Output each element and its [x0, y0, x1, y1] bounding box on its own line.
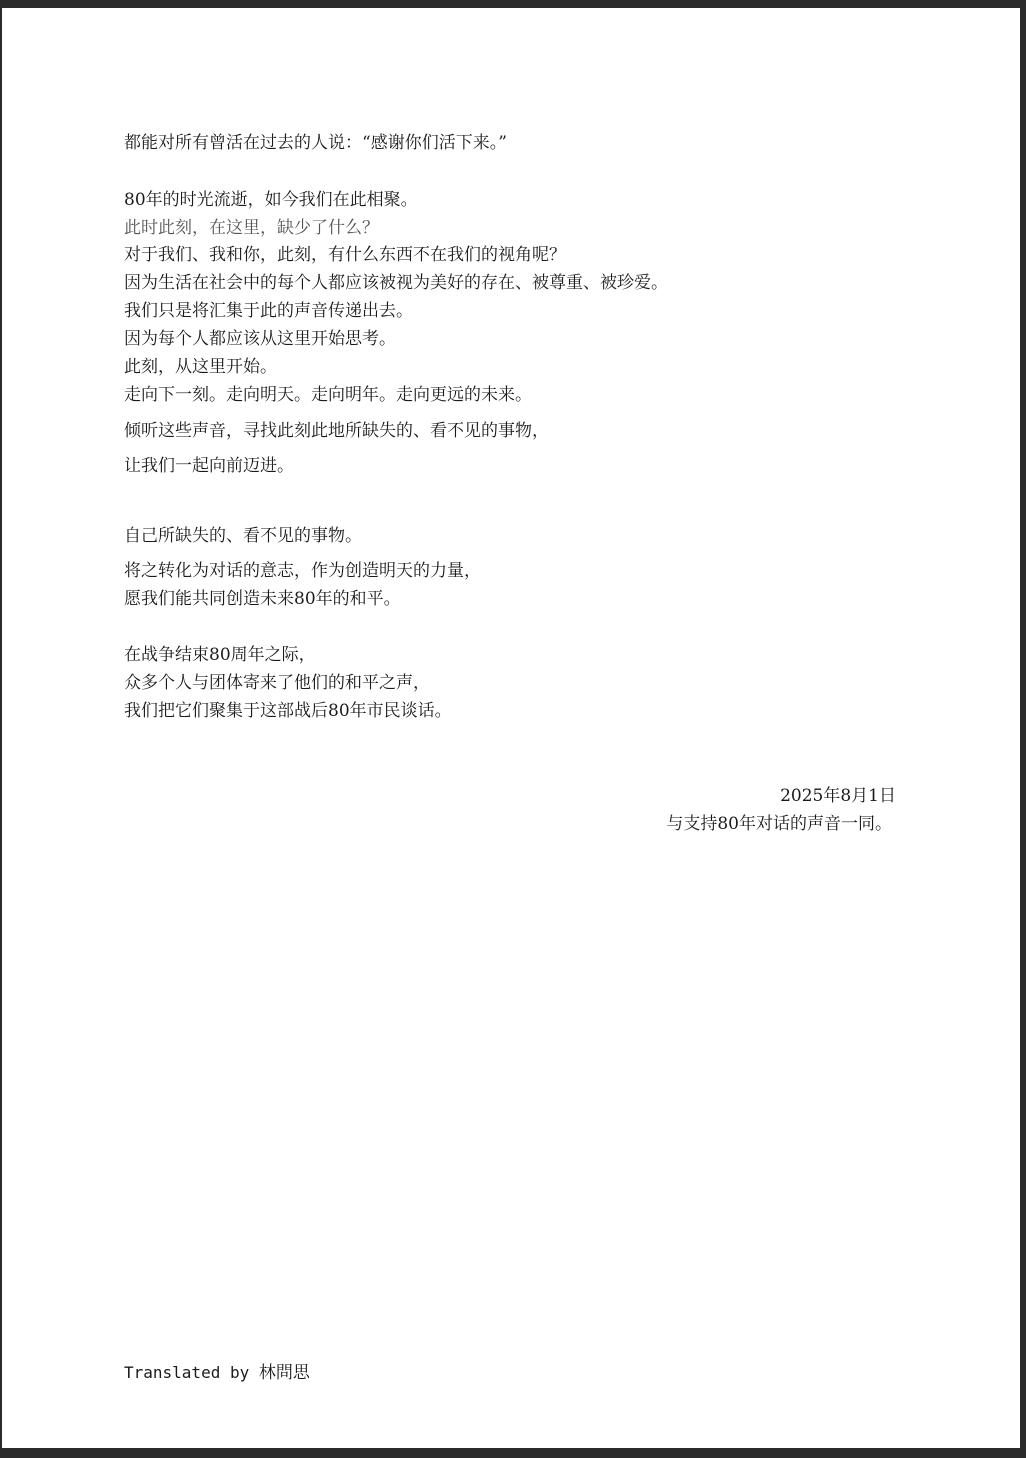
document-date: 2025年8月1日 [780, 786, 896, 806]
text-line: 对于我们、我和你，此刻，有什么东西不在我们的视角呢？ [124, 245, 566, 265]
text-line: 走向下一刻。走向明天。走向明年。走向更远的未来。 [124, 385, 532, 405]
text-line: 我们把它们聚集于这部战后80年市民谈话。 [124, 701, 452, 721]
text-line: 愿我们能共同创造未来80年的和平。 [124, 589, 401, 609]
text-line: 此时此刻，在这里，缺少了什么？ [124, 218, 379, 238]
document-signature: 与支持80年对话的声音一同。 [666, 814, 892, 834]
document-page [2, 8, 1020, 1448]
text-line: 因为每个人都应该从这里开始思考。 [124, 329, 396, 349]
text-line: 自己所缺失的、看不见的事物。 [124, 526, 362, 546]
text-line: 众多个人与团体寄来了他们的和平之声， [124, 673, 430, 693]
text-line: 都能对所有曾活在过去的人说：“感谢你们活下来。” [124, 133, 507, 153]
text-line: 将之转化为对话的意志，作为创造明天的力量， [124, 561, 481, 581]
translator-credit [124, 1361, 310, 1385]
text-line: 让我们一起向前迈进。 [124, 456, 294, 476]
text-line: 此刻，从这里开始。 [124, 357, 277, 377]
text-line: 80年的时光流逝，如今我们在此相聚。 [124, 190, 418, 210]
translator-prefix: Translated by [124, 1363, 259, 1382]
translator-name: 林問思 [258, 1363, 310, 1383]
text-line: 在战争结束80周年之际， [124, 645, 316, 665]
text-line: 因为生活在社会中的每个人都应该被视为美好的存在、被尊重、被珍爱。 [124, 273, 668, 293]
text-line: 我们只是将汇集于此的声音传递出去。 [124, 301, 413, 321]
text-line: 倾听这些声音，寻找此刻此地所缺失的、看不见的事物， [124, 421, 549, 441]
